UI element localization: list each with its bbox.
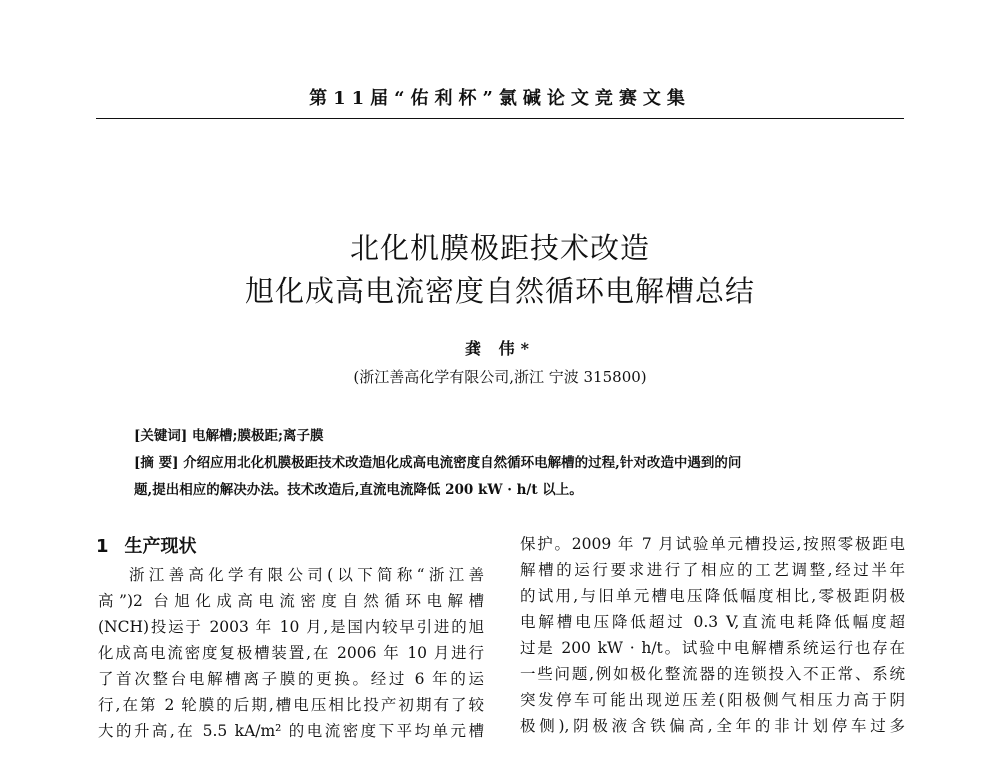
body-line: 的试用,与旧单元槽电压降低幅度相比,零极距阴极: [520, 587, 905, 605]
body-line: (NCH)投运于 2003 年 10 月,是国内较早引进的旭: [98, 618, 484, 636]
section-title: 生产现状: [124, 536, 197, 557]
keywords-text: 电解槽;膜极距;离子膜: [191, 428, 324, 444]
body-line: 过是 200 kW · h/t。试验中电解槽系统运行也存在: [520, 639, 905, 657]
abstract-line-2: 题,提出相应的解决办法。技术改造后,直流电流降低 200 kW · h/t 以上。: [134, 482, 583, 498]
body-line: 浙江善高化学有限公司(以下简称“浙江善: [129, 566, 484, 584]
body-line: 了首次整台电解槽离子膜的更换。经过 6 年的运: [98, 670, 484, 688]
body-line: 大的升高,在 5.5 kA/m² 的电流密度下平均单元槽: [98, 722, 484, 740]
body-line: 突发停车可能出现逆压差(阳极侧气相压力高于阴: [520, 691, 905, 709]
body-line: 电解槽电压降低超过 0.3 V,直流电耗降低幅度超: [520, 613, 905, 631]
body-line: 保护。2009 年 7 月试验单元槽投运,按照零极距电: [520, 535, 905, 553]
body-line: 极侧),阴极液含铁偏高,全年的非计划停车过多: [520, 717, 905, 735]
section-heading: [96, 532, 197, 558]
body-line: 高”)2 台旭化成高电流密度自然循环电解槽: [98, 592, 484, 610]
article-title-line-2: 旭化成高电流密度自然循环电解槽总结: [244, 274, 755, 308]
collection-title: 第11届“佑利杯”氯碱论文竞赛文集: [309, 88, 691, 109]
section-number: 1: [96, 536, 109, 557]
author-name: 龚 伟*: [465, 339, 535, 358]
right-column: [520, 531, 905, 739]
body-line: 解槽的运行要求进行了相应的工艺调整,经过半年: [520, 561, 905, 579]
left-column: [98, 562, 484, 744]
abstract-line-1: [134, 451, 874, 471]
header-rule: [96, 118, 904, 119]
abstract-text-1: 介绍应用北化机膜极距技术改造旭化成高电流密度自然循环电解槽的过程,针对改造中遇到的问: [183, 455, 742, 471]
body-line: 行,在第 2 轮膜的后期,槽电压相比投产初期有了较: [98, 696, 484, 714]
keywords-label: [关键词]: [134, 428, 188, 444]
keywords: [134, 424, 323, 444]
body-line: 化成高电流密度复极槽装置,在 2006 年 10 月进行: [98, 644, 484, 662]
article-title-line-1: 北化机膜极距技术改造: [349, 231, 650, 265]
author-affiliation: (浙江善高化学有限公司,浙江 宁波 315800): [353, 368, 647, 386]
body-line: 一些问题,例如极化整流器的连锁投入不正常、系统: [520, 665, 905, 683]
abstract-label: [摘 要]: [134, 455, 179, 471]
